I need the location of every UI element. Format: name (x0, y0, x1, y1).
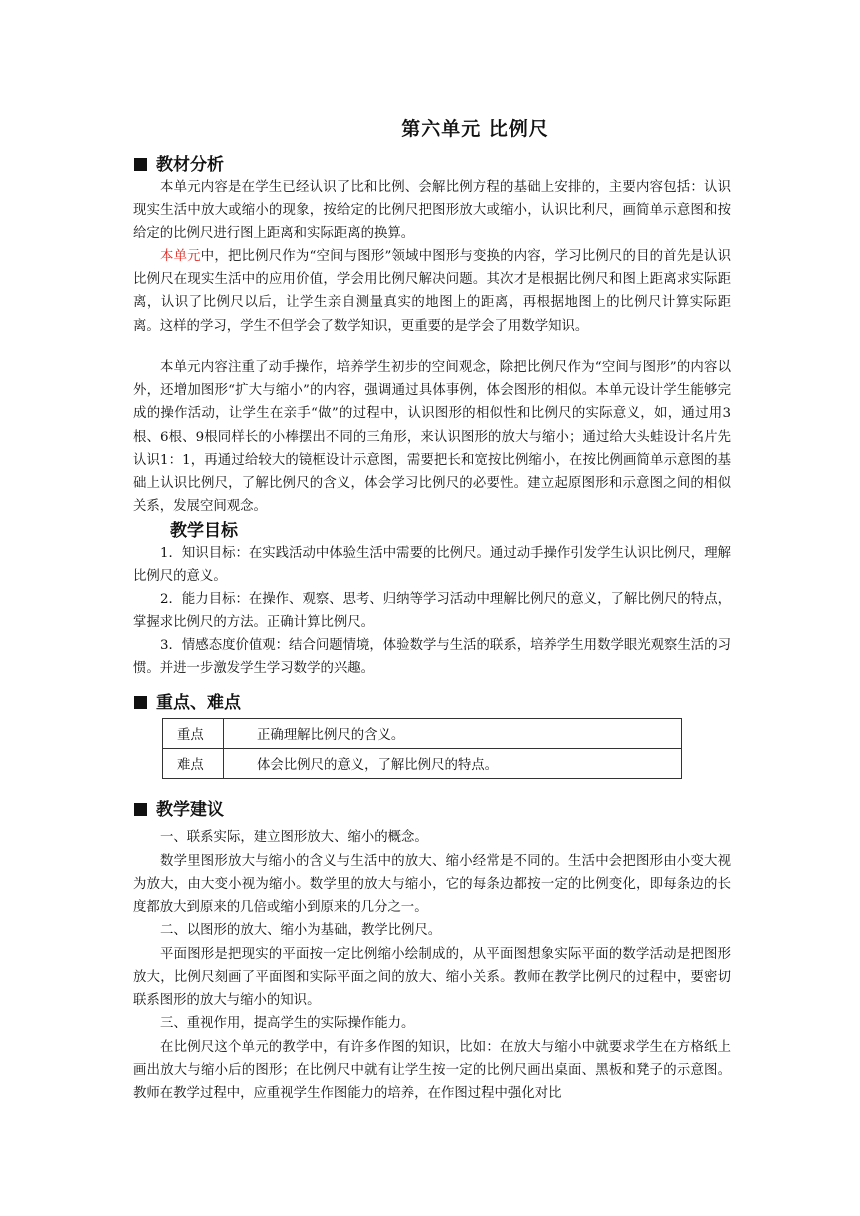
goal-item-3: 3．情感态度价值观：结合问题情境，体验数学与生活的联系，培养学生用数学眼光观察生活的习惯。并进一步激发学生学习数学的兴趣。 (133, 638, 731, 677)
square-bullet-icon (134, 158, 147, 171)
advice-point-3: 三、重视作用，提高学生的实际操作能力。 (160, 1016, 415, 1031)
goal-item-1: 1．知识目标：在实践活动中体验生活中需要的比例尺。通过动手操作引发学生认识比例尺，理解比例尺的意义。 (133, 546, 731, 585)
section-heading-text: 教学建议 (156, 800, 224, 820)
section-heading-text: 教材分析 (156, 155, 224, 175)
square-bullet-icon (134, 696, 147, 709)
advice-paragraph-1: 数学里图形放大与缩小的含义与生活中的放大、缩小经常是不同的。生活中会把图形由小变大视为放大，由大变小视为缩小。数学里的放大与缩小，它的每条边都按一定的比例变化，即每条边的长度都放大到原来的几倍或缩小到原来的几分之一。 (133, 854, 731, 916)
advice-point-2: 二、以图形的放大、缩小为基础，教学比例尺。 (160, 923, 442, 938)
advice-paragraph-3: 在比例尺这个单元的教学中，有许多作图的知识，比如：在放大与缩小中就要求学生在方格纸上画出放大与缩小后的图形；在比例尺中就有让学生按一定的比例尺画出桌面、黑板和凳子的示意图。教师在教学过程中，应重视学生作图能力的培养，在作图过程中强化对比 (133, 1040, 731, 1102)
analysis-paragraph-2 (133, 245, 731, 338)
section-heading-analysis (134, 150, 224, 175)
advice-point-1: 一、联系实际，建立图形放大、缩小的概念。 (160, 830, 428, 845)
table-cell-label: 重点 (163, 719, 224, 749)
analysis-paragraph-2-text: 中，把比例尺作为“空间与图形”领域中图形与变换的内容，学习比例尺的目的首先是认识比例尺在现实生活中的应用价值，学会用比例尺解决问题。其次才是根据比例尺和图上距离求实际距离，认识了比例尺以后，让学生亲自测量真实的地图上的距离，再根据地图上的比例尺计算实际距离。这样的学习，学生不但学会了数学知识，更重要的是学会了用数学知识。 (133, 249, 731, 334)
table-cell-value: 体会比例尺的意义，了解比例尺的特点。 (224, 749, 682, 779)
section-heading-advice (134, 795, 224, 820)
square-bullet-icon (134, 803, 147, 816)
key-points-table (162, 718, 682, 779)
table-cell-value: 正确理解比例尺的含义。 (224, 719, 682, 749)
analysis-paragraph-3: 本单元内容注重了动手操作，培养学生初步的空间观念，除把比例尺作为“空间与图形”的内容以外，还增加图形“扩大与缩小”的内容，强调通过具体事例，体会图形的相似。本单元设计学生能够完成的操作活动，让学生在亲手“做”的过程中，认识图形的相似性和比例尺的实际意义，如，通过用3根、6根、9根同样长的小棒摆出不同的三角形，来认识图形的放大与缩小；通过给大头蛙设计名片先认识1：1，再通过给较大的镜框设计示意图，需要把长和宽按比例缩小，在按比例画简单示意图的基础上认识比例尺，了解比例尺的含义，体会学习比例尺的必要性。建立起原图形和示意图之间的相似关系，发展空间观念。 (133, 360, 731, 515)
table-row (163, 749, 682, 779)
section-heading-goals: 教学目标 (170, 521, 238, 541)
highlight-text: 本单元 (160, 249, 201, 264)
goal-item-2: 2．能力目标：在操作、观察、思考、归纳等学习活动中理解比例尺的意义，了解比例尺的特点，掌握求比例尺的方法。正确计算比例尺。 (133, 592, 731, 631)
section-heading-text: 重点、难点 (156, 693, 241, 713)
advice-paragraph-2: 平面图形是把现实的平面按一定比例缩小绘制成的，从平面图想象实际平面的数学活动是把图形放大，比例尺刻画了平面图和实际平面之间的放大、缩小关系。教师在教学比例尺的过程中，要密切联系图形的放大与缩小的知识。 (133, 947, 731, 1009)
table-row (163, 719, 682, 749)
table-cell-label: 难点 (163, 749, 224, 779)
section-heading-key (134, 688, 241, 713)
analysis-paragraph-1: 本单元内容是在学生已经认识了比和比例、会解比例方程的基础上安排的，主要内容包括：认识现实生活中放大或缩小的现象，按给定的比例尺把图形放大或缩小，认识比利尺，画简单示意图和按给定的比例尺进行图上距离和实际距离的换算。 (133, 180, 731, 242)
page-title: 第六单元 比例尺 (401, 118, 549, 140)
